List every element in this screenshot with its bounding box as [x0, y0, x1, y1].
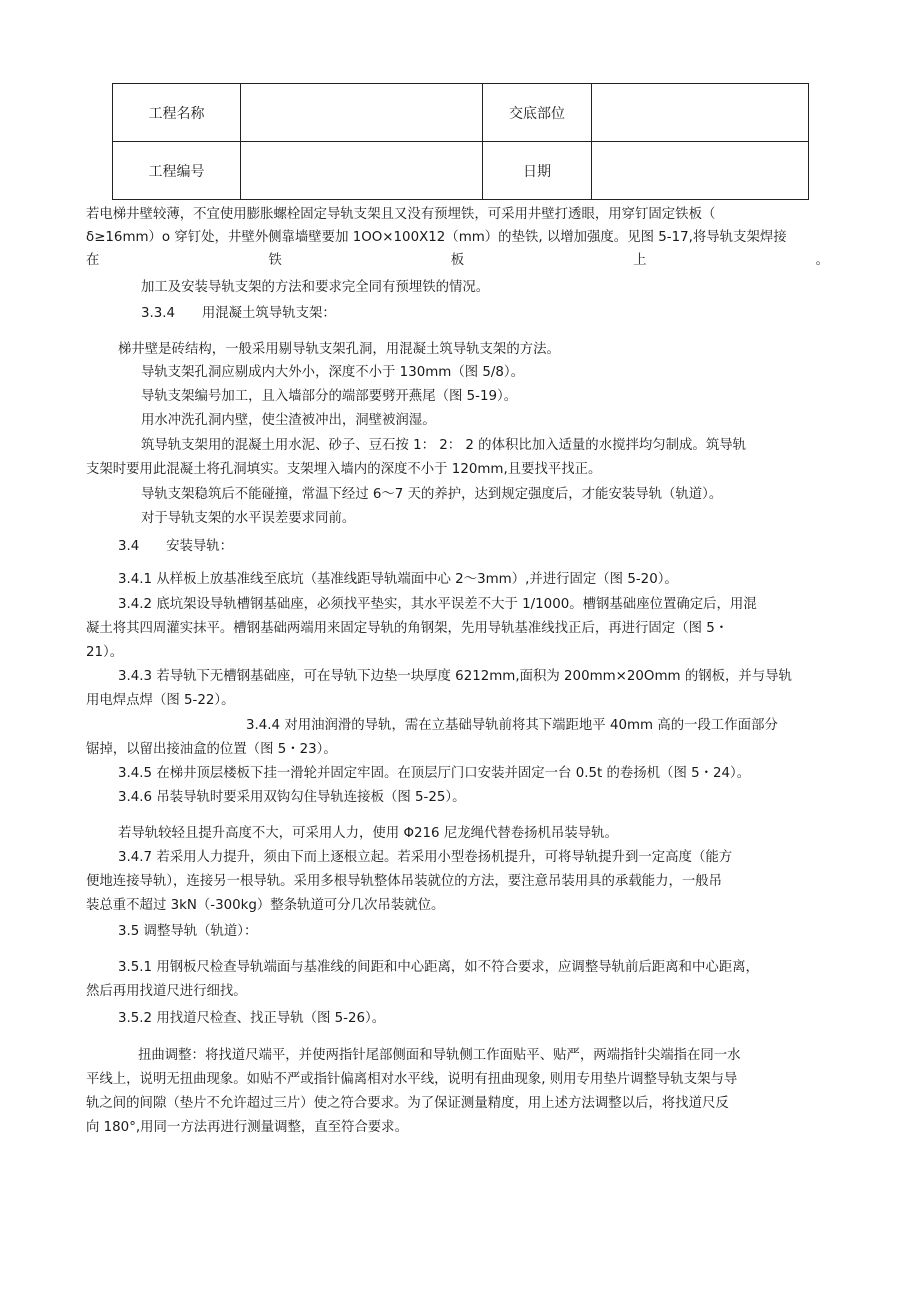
paragraph-line: 3.4.2 底坑架设导轨槽钢基础座，必须找平垫实，其水平误差不大于 1/1000。槽钢基础座位置确定后，用混: [118, 597, 757, 612]
section-heading: 3.3.4 用混凝土筑导轨支架：: [141, 306, 336, 321]
paragraph: 3.4.5 在梯井顶层楼板下挂一滑轮并固定牢固。在顶层厅门口安装并固定一台 0.5t 的卷扬机（图 5・24）。: [118, 766, 751, 781]
paragraph-line: 3.4.4 对用油润滑的导轨，需在立基础导轨前将其下端距地平 40mm 高的一段工作面部分: [246, 718, 778, 733]
paragraph-line: 轨之间的间隙（垫片不允许超过三片）使之符合要求。为了保证测量精度，用上述方法调整以后，将找道尺反: [86, 1096, 729, 1111]
paragraph: 若导轨较轻且提升高度不大，可采用人力，使用 Φ216 尼龙绳代替卷扬机吊装导轨。: [118, 826, 618, 841]
paragraph: 3.4.6 吊装导轨时要采用双钩勾住导轨连接板（图 5-25）。: [118, 790, 466, 805]
paragraph: 对于导轨支架的水平误差要求同前。: [141, 511, 356, 526]
project-number-label: 工程编号: [113, 142, 241, 200]
justified-word: 在: [86, 253, 100, 268]
paragraph: 梯井壁是砖结构，一般采用剔导轨支架孔洞，用混凝土筑导轨支架的方法。: [118, 342, 560, 357]
paragraph-line: 锯掉，以留出接油盒的位置（图 5・23）。: [86, 742, 337, 757]
project-number-value: [241, 142, 483, 200]
handover-part-label: 交底部位: [483, 84, 592, 142]
project-name-label: 工程名称: [113, 84, 241, 142]
section-heading: 3.4 安装导轨：: [118, 539, 234, 554]
date-label: 日期: [483, 142, 592, 200]
paragraph-line: 21）。: [86, 645, 124, 660]
header-row-1: [113, 84, 809, 142]
paragraph-line: 扭曲调整：将找道尺端平，并使两指针尾部侧面和导轨侧工作面贴平、贴严，两端指针尖端指在同一水: [138, 1048, 741, 1063]
paragraph-line: δ≥16mm）o 穿钉处，井壁外侧靠墙壁要加 1OO×100X12（mm）的垫铁, 以增加强度。见图 5-17,将导轨支架焊接: [86, 230, 787, 245]
paragraph-line: 然后再用找道尺进行细找。: [86, 984, 247, 999]
paragraph-line: 支架时要用此混凝土将孔洞填实。支架埋入墙内的深度不小于 120mm,且要找平找正。: [86, 462, 602, 477]
paragraph: 导轨支架编号加工，且入墙部分的端部要劈开燕尾（图 5-19）。: [141, 389, 518, 404]
header-row-2: [113, 142, 809, 200]
justified-word: 。: [815, 253, 829, 268]
paragraph: 加工及安装导轨支架的方法和要求完全同有预埋铁的情况。: [141, 280, 490, 295]
paragraph-line: 3.5.1 用钢板尺检查导轨端面与基准线的间距和中心距离，如不符合要求，应调整导轨前后距离和中心距离，: [118, 960, 759, 975]
paragraph-line: 筑导轨支架用的混凝土用水泥、砂子、豆石按 1： 2： 2 的体积比加入适量的水搅拌均匀制成。筑导轨: [141, 438, 746, 453]
paragraph: 3.5.2 用找道尺检查、找正导轨（图 5-26）。: [118, 1011, 386, 1026]
paragraph-line: 便地连接导轨），连接另一根导轨。采用多根导轨整体吊装就位的方法，要注意吊装用具的承载能力，一般吊: [86, 874, 723, 889]
paragraph: 3.4.1 从样板上放基准线至底坑（基准线距导轨端面中心 2～3mm）,并进行固定（图 5-20）。: [118, 572, 678, 587]
date-value: [592, 142, 809, 200]
paragraph-line: 凝土将其四周灌实抹平。槽钢基础两端用来固定导轨的角钢架，先用导轨基准线找正后，再进行固定（图 5・: [86, 621, 729, 636]
project-name-value: [241, 84, 483, 142]
paragraph: 导轨支架孔洞应剔成内大外小，深度不小于 130mm（图 5/8）。: [141, 365, 524, 380]
paragraph-line-justified: [86, 249, 829, 273]
justified-word: 板: [450, 253, 465, 268]
paragraph-line: 装总重不超过 3kN（-300kg）整条轨道可分几次吊装就位。: [86, 898, 445, 913]
justified-word: 上: [633, 253, 647, 268]
paragraph: 用水冲洗孔洞内壁，使尘渣被冲出，洞壁被润湿。: [141, 413, 436, 428]
justified-word: 铁: [268, 253, 282, 268]
paragraph-line: 3.4.3 若导轨下无槽钢基础座，可在导轨下边垫一块厚度 6212mm,面积为 200mm×20Omm 的钢板，并与导轨: [118, 669, 792, 684]
paragraph: 导轨支架稳筑后不能碰撞，常温下经过 6～7 天的养护，达到规定强度后，才能安装导轨（轨道）。: [141, 487, 723, 502]
header-table: [112, 83, 809, 200]
handover-part-value: [592, 84, 809, 142]
section-heading: 3.5 调整导轨（轨道）：: [118, 924, 258, 939]
paragraph-line: 若电梯井壁较薄，不宜使用膨胀螺栓固定导轨支架且又没有预埋铁，可采用井壁打透眼，用穿钉固定铁板（: [86, 207, 716, 222]
paragraph-line: 平线上，说明无扭曲现象。如贴不严或指针偏离相对水平线，说明有扭曲现象, 则用专用垫片调整导轨支架与导: [86, 1072, 738, 1087]
paragraph-line: 向 180°,用同一方法再进行测量调整，直至符合要求。: [86, 1120, 408, 1135]
paragraph-line: 用电焊点焊（图 5-22）。: [86, 693, 235, 708]
paragraph-line: 3.4.7 若采用人力提升，须由下而上逐根立起。若采用小型卷扬机提升，可将导轨提升到一定高度（能方: [118, 850, 733, 865]
